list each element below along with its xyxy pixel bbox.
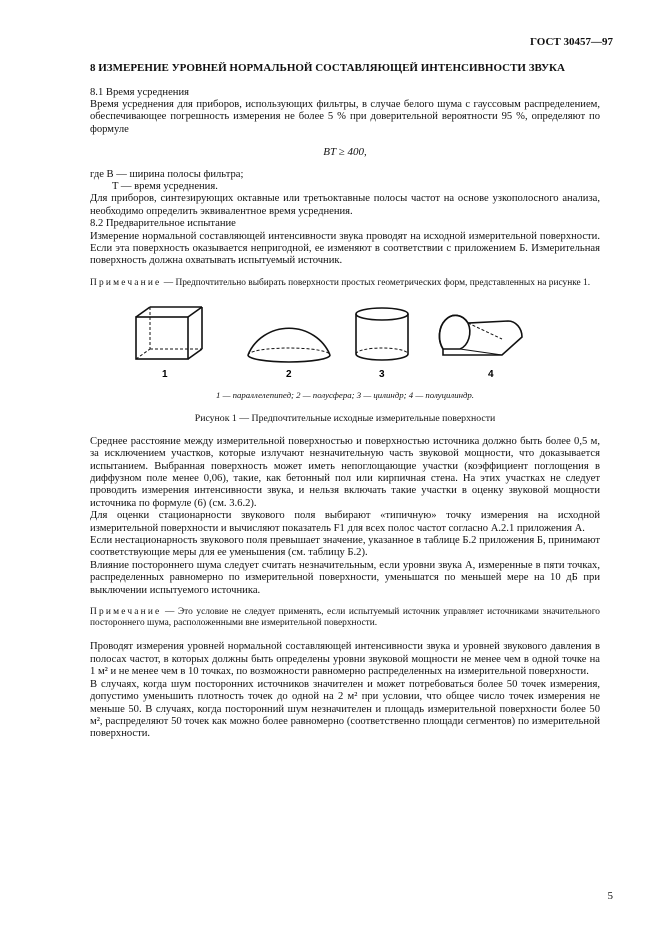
cylinder-icon: [356, 308, 408, 360]
parallelepiped-icon: [136, 307, 202, 359]
figure-shapes: [90, 305, 600, 383]
paragraph-extraneous-noise: Влияние постороннего шума следует считать незначительным, если уровни звука А, измеренные в пяти точках, распределенных равномерно по измерительной поверхности, уменьшатся по меньшей мере на 10 дБ при выключении испытуемого источника.: [90, 559, 600, 596]
note-1-text: — Предпочтительно выбирать поверхности простых геометрических форм, представленных на рисунке 1.: [161, 277, 591, 288]
figure-label-2: 2: [286, 368, 292, 380]
formula-bt: BT ≥ 400,: [323, 146, 367, 159]
figure-label-4: 4: [488, 368, 494, 380]
note-2: [90, 607, 600, 629]
formula-where-t: T — время усреднения.: [112, 180, 218, 192]
note-1-label: Примечание: [90, 277, 162, 288]
note-1: [90, 278, 600, 289]
section-title: 8 ИЗМЕРЕНИЕ УРОВНЕЙ НОРМАЛЬНОЙ СОСТАВЛЯЮЩЕЙ ИНТЕНСИВНОСТИ ЗВУКА: [90, 62, 565, 74]
figure-label-1: 1: [162, 368, 168, 380]
figure-1: [90, 305, 600, 383]
paragraph-synthesizing-devices: Для приборов, синтезирующих октавные или третьоктавные полосы частот на основе узкополосного анализа, необходимо определить эквивалентное время усреднения.: [90, 193, 600, 217]
page-content: [90, 62, 600, 741]
paragraph-nonstationarity: Если нестационарность звукового поля превышает значение, указанное в таблице Б.2 приложения Б, принимают соответствующие меры для ее уменьшения (см. таблицу Б.2).: [90, 535, 600, 559]
paragraph-preliminary-test: Измерение нормальной составляющей интенсивности звука проводят на исходной измерительной поверхности. Если эта поверхность оказывается непригодной, ее изменяют в соответствии с приложением Б. Измерительная поверхность должна охватывать испытуемый источник.: [90, 230, 600, 267]
paragraph-mean-distance: Среднее расстояние между измерительной поверхностью и поверхностью источника должно быть более 0,5 м, за исключением участков, которые излучают незначительную часть звуковой мощности, что доказывается испытанием. Выбранная поверхность может иметь непоглощающие участки (коэффициент поглощения в диффузном поле менее 0,06), такие, как бетонный пол или кирпичная стена. На этих участках не следует проводить измерения интенсивности звука, и нельзя включать такие участки в оценку звуковой мощности источника по формуле (6) (см. 3.6.2).: [90, 435, 600, 509]
page-number: 5: [607, 889, 613, 902]
note-2-text: — Это условие не следует применять, если испытуемый источник управляет источниками значительного постороннего шума, расположенными вне измерительной поверхности.: [90, 607, 600, 629]
note-2-label: Примечание: [90, 607, 162, 618]
paragraph-averaging-time: Время усреднения для приборов, использующих фильтры, в случае белого шума с гауссовым распределением, обеспечивающее погрешность измерения не более 5 % при доверительной вероятности 95 %, определяют по формуле: [90, 98, 600, 135]
standard-number: ГОСТ 30457—97: [530, 36, 613, 48]
half-cylinder-icon: [439, 315, 522, 355]
paragraph-measurement-points: Проводят измерения уровней нормальной составляющей интенсивности звука и уровней звукового давления в полосах частот, в которых должны быть определены уровни звуковой мощности не менее чем в одной точке на 1 м² и не менее чем в 10 точках, по возможности равномерно распределенных на измерительной поверхности.: [90, 641, 600, 678]
subsection-8-1-heading: 8.1 Время усреднения: [90, 86, 190, 98]
hemisphere-icon: [248, 328, 330, 362]
paragraph-point-density: В случаях, когда шум посторонних источников значителен и может потребоваться более 50 точек измерения, допустимо уменьшить плотность точек до одной на 2 м² при условии, что общее число точек измерения не меньше 50. В случаях, когда посторонний шум незначителен и площадь измерительной поверхности более 50 м², распределяют 50 точек как можно более равномерно (соответственно площади сегментов) по измерительной поверхности.: [90, 678, 600, 740]
paragraph-stationarity: Для оценки стационарности звукового поля выбирают «типичную» точку измерения на исходной измерительной поверхности и вычисляют показатель F1 для всех полос частот согласно А.2.1 приложения А.: [90, 510, 600, 534]
subsection-8-2-heading: 8.2 Предварительное испытание: [90, 218, 236, 230]
figure-caption: Рисунок 1 — Предпочтительные исходные измерительные поверхности: [194, 413, 496, 425]
figure-legend: 1 — параллелепипед; 2 — полусфера; 3 — цилиндр; 4 — полуцилиндр.: [215, 389, 475, 400]
figure-label-3: 3: [379, 368, 385, 380]
formula-where-b: где B — ширина полосы фильтра;: [90, 168, 244, 180]
